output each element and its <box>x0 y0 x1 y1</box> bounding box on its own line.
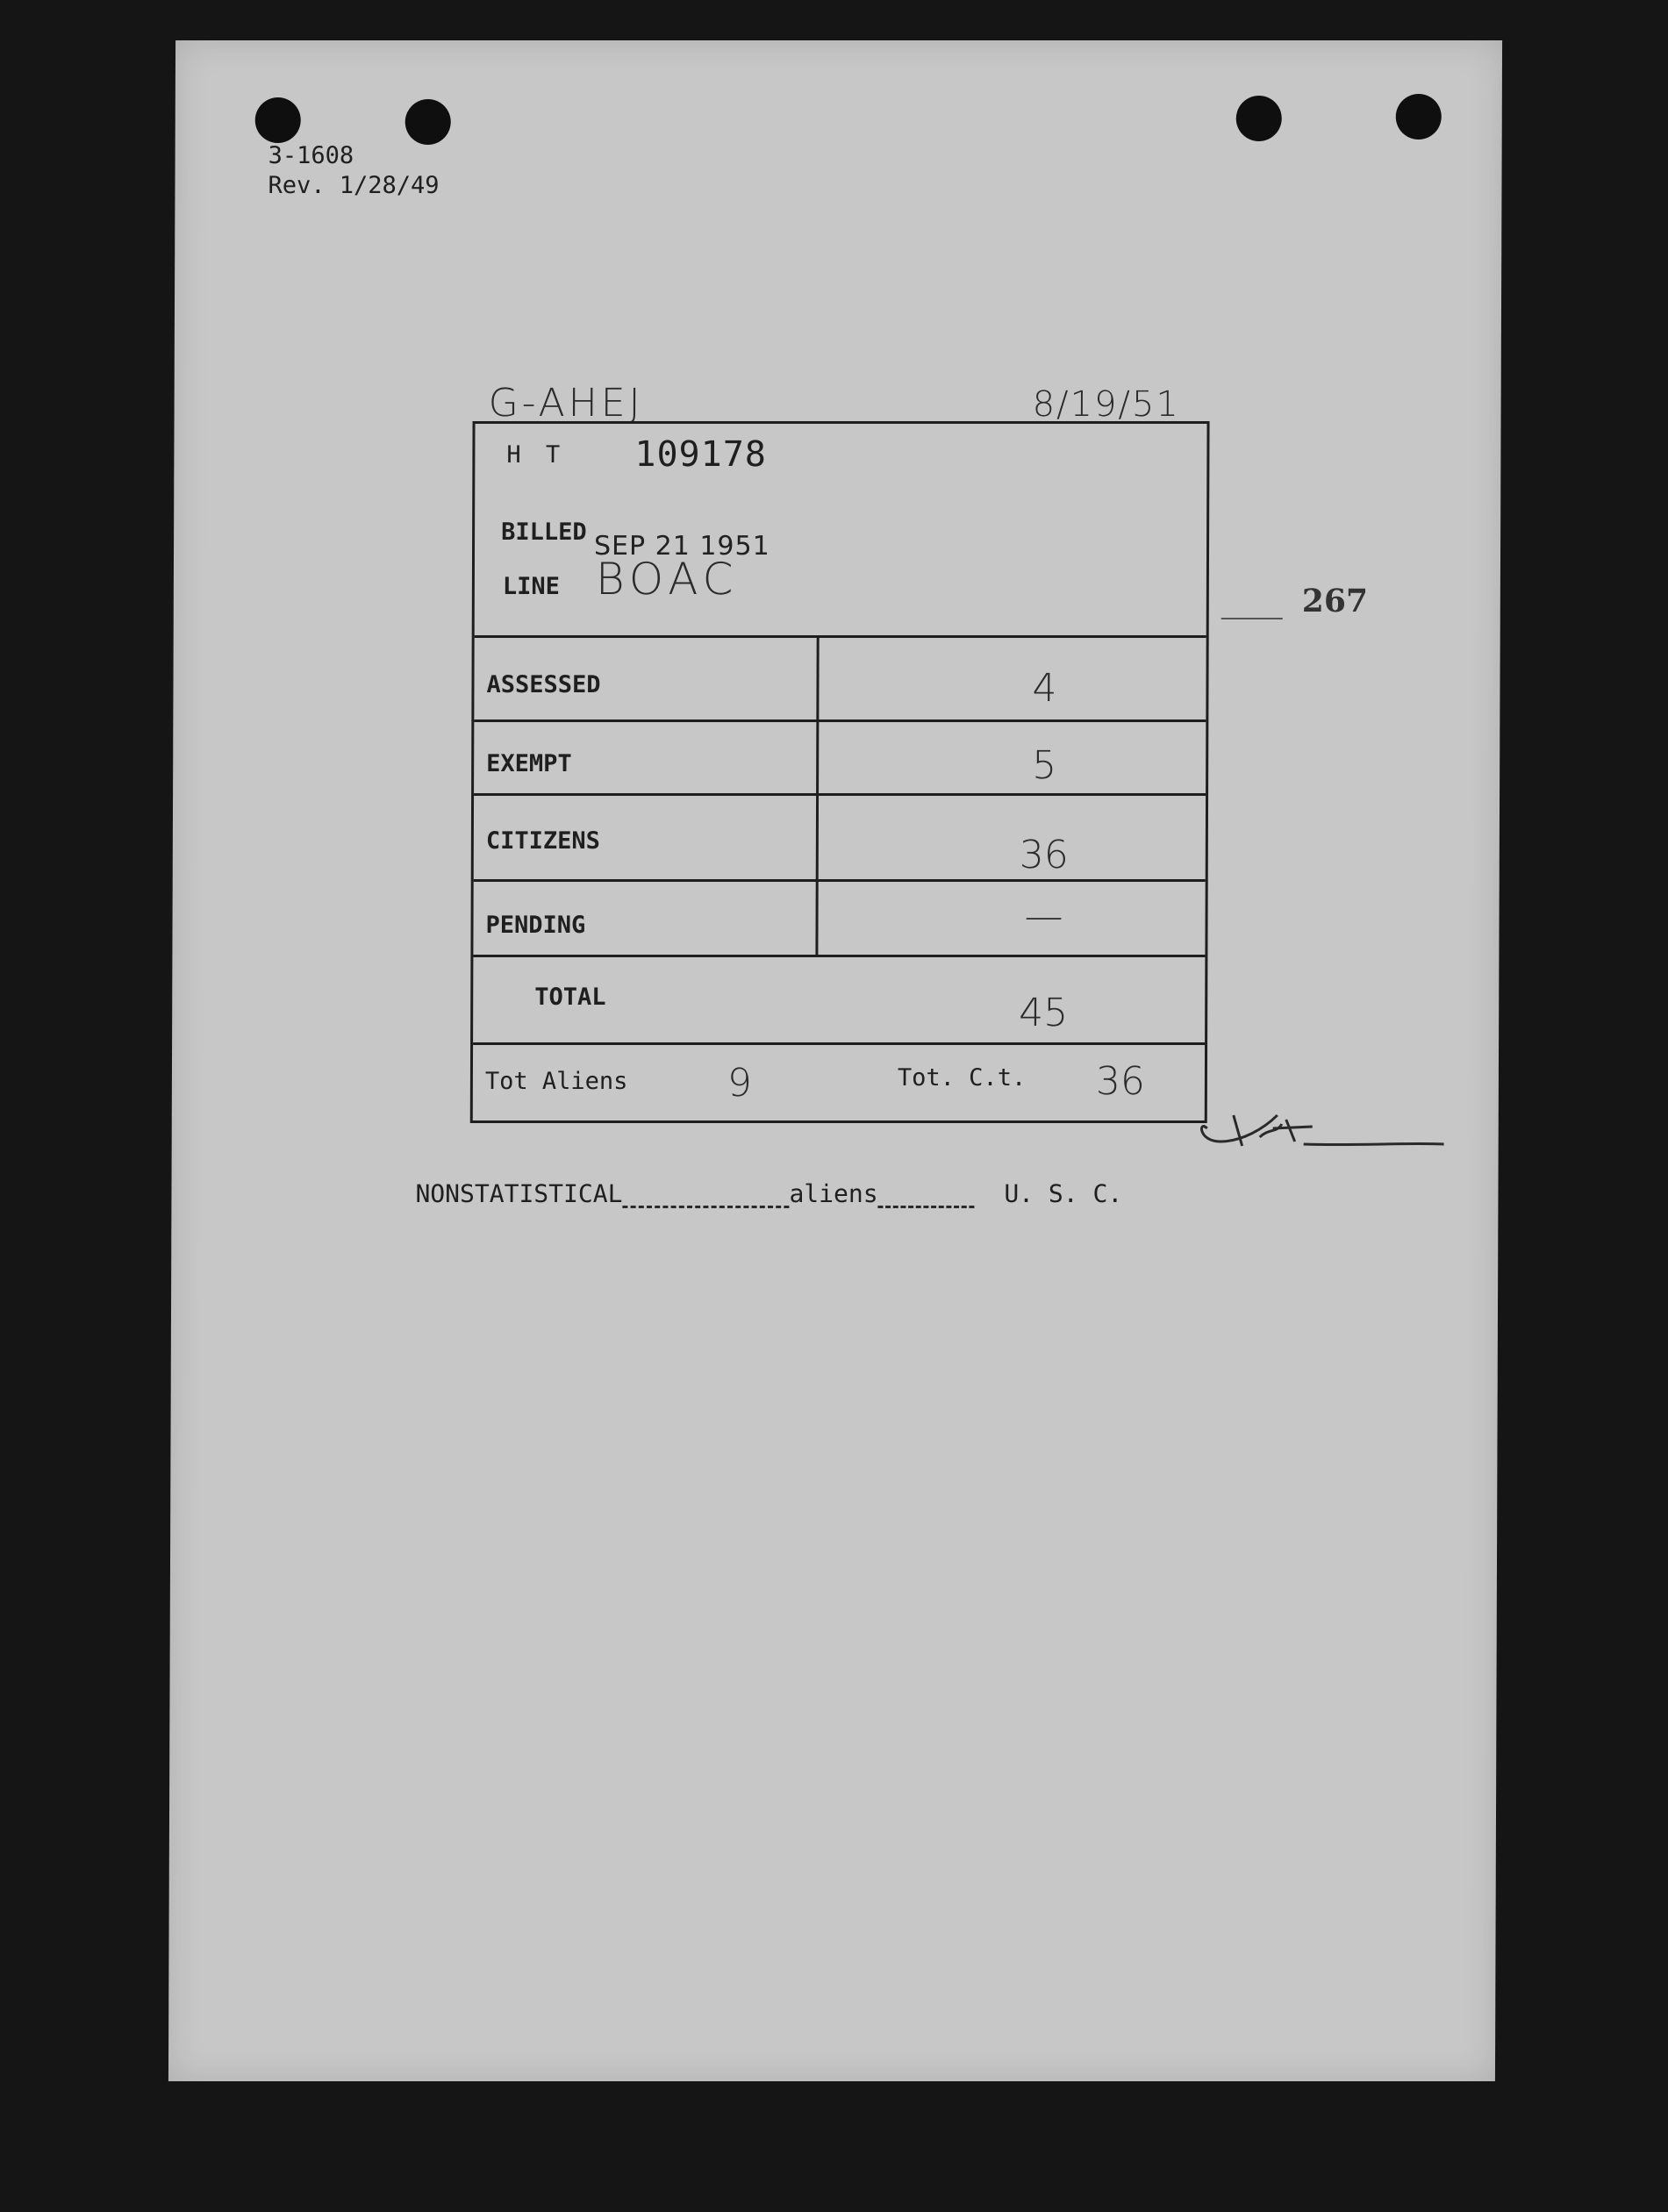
row-label: CITIZENS <box>485 827 600 855</box>
punch-hole <box>1396 94 1442 140</box>
table-row-total <box>473 957 1205 1045</box>
nonstatistical-label: NONSTATISTICAL <box>415 1179 623 1208</box>
row-value: 5 <box>1032 743 1057 788</box>
line-label: LINE <box>502 573 560 600</box>
form-revision: Rev. 1/28/49 <box>268 172 440 199</box>
airline-name: BOAC <box>595 554 739 605</box>
row-label: PENDING <box>485 912 586 939</box>
margin-dash <box>1221 618 1283 619</box>
punch-hole <box>405 99 451 145</box>
page-number-stamp: 267 <box>1301 583 1369 619</box>
usc-label: U. S. C. <box>1004 1179 1123 1208</box>
punch-hole <box>1236 96 1282 141</box>
document-page <box>168 40 1502 2081</box>
row-label: EXEMPT <box>486 750 572 777</box>
table-row-citizens <box>474 796 1206 882</box>
form-code: 3-1608 <box>268 142 354 169</box>
total-label: TOTAL <box>534 984 606 1011</box>
totals-line <box>473 1045 1205 1126</box>
table-row-exempt <box>474 722 1206 796</box>
tot-citizens-label: Tot. C.t. <box>897 1064 1027 1092</box>
record-header <box>475 424 1207 638</box>
total-value: 45 <box>1019 991 1069 1035</box>
aircraft-registration: G-AHEJ <box>488 381 644 426</box>
tot-aliens-value: 9 <box>727 1061 752 1106</box>
handwritten-initials <box>1181 1093 1444 1155</box>
ht-label: H T <box>506 441 566 469</box>
tot-citizens-value: 36 <box>1095 1059 1146 1104</box>
row-value: — <box>1024 894 1063 939</box>
billed-label: BILLED <box>501 519 587 546</box>
record-box <box>470 421 1210 1123</box>
aliens-blank <box>878 1181 975 1208</box>
form-identifier <box>268 141 439 201</box>
nonstatistical-blank <box>622 1181 789 1208</box>
table-row-pending <box>473 882 1205 957</box>
billed-date-stamp: SEP 21 1951 <box>593 531 770 562</box>
footer-line <box>415 1179 1122 1208</box>
tot-aliens-label: Tot Aliens <box>484 1068 628 1095</box>
row-value: 4 <box>1032 666 1057 711</box>
row-label: ASSESSED <box>486 671 601 698</box>
punch-hole <box>255 97 301 143</box>
ht-number: 109178 <box>634 434 767 475</box>
aliens-label: aliens <box>789 1179 878 1208</box>
row-value: 36 <box>1019 833 1069 877</box>
table-row-assessed <box>474 638 1206 722</box>
handwritten-date: 8/19/51 <box>1032 384 1180 425</box>
